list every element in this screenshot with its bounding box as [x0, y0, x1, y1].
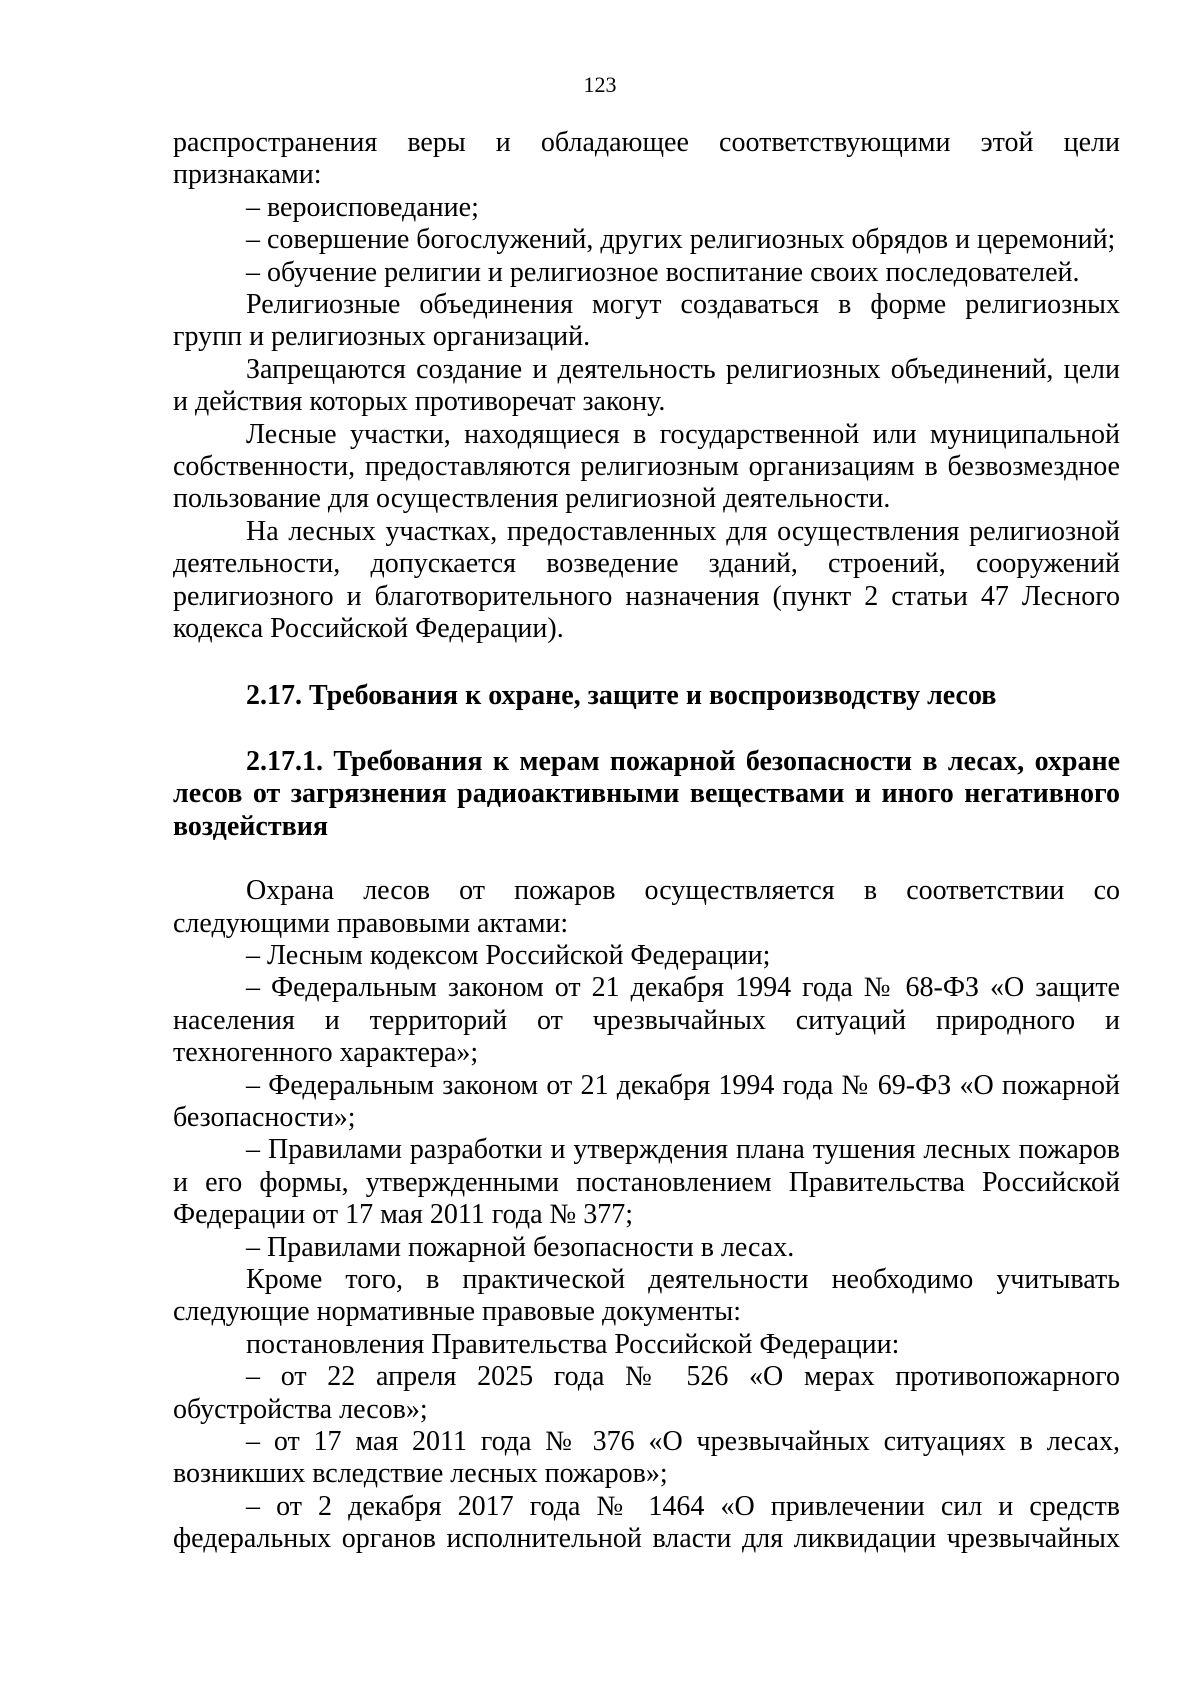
- list-item: – Правилами разработки и утверждения плана тушения лесных пожаров и его формы, утвержденными постановлением Правительства Российской Федерации от 17 мая 2011 года № 377;: [173, 1134, 1120, 1231]
- list-item: – от 2 декабря 2017 года № 1464 «О привлечении сил и средств федеральных органов исполнительной власти для ликвидации чрезвычайных: [173, 1490, 1120, 1555]
- list-item: – от 22 апреля 2025 года № 526 «О мерах противопожарного обустройства лесов»;: [173, 1361, 1120, 1425]
- page-number: 123: [583, 72, 617, 97]
- list-item: – Правилами пожарной безопасности в лесах.: [246, 1231, 795, 1263]
- list-item: – вероисповедание;: [246, 191, 479, 223]
- list-item: – Федеральным законом от 21 декабря 1994 года № 69-ФЗ «О пожарной безопасности»;: [173, 1069, 1120, 1133]
- section-heading: 2.17. Требования к охране, защите и воспроизводству лесов: [246, 679, 997, 711]
- list-item: – Федеральным законом от 21 декабря 1994 года № 68-ФЗ «О защите населения и территорий от чрезвычайных ситуаций природного и техногенного характера»;: [173, 972, 1120, 1069]
- paragraph: постановления Правительства Российской Федерации:: [246, 1328, 900, 1360]
- paragraph: Запрещаются создание и деятельность религиозных объединений, цели и действия которых противоречат закону.: [173, 353, 1120, 418]
- list-item: – совершение богослужений, других религиозных обрядов и церемоний;: [246, 224, 1116, 256]
- paragraph-continuation: распространения веры и обладающее соответствующими этой цели признаками:: [173, 127, 1120, 191]
- paragraph: Религиозные объединения могут создаваться в форме религиозных групп и религиозных организаций.: [173, 289, 1120, 353]
- list-item: – Лесным кодексом Российской Федерации;: [246, 939, 771, 971]
- paragraph: На лесных участках, предоставленных для осуществления религиозной деятельности, допускается возведение зданий, строений, сооружений религиозного и благотворительного назначения (пункт 2 статьи 47 Лесного кодекса Российской Федерации).: [173, 515, 1120, 645]
- paragraph: Охрана лесов от пожаров осуществляется в соответствии со следующими правовыми актами:: [173, 875, 1120, 939]
- list-item: – обучение религии и религиозное воспитание своих последователей.: [246, 256, 1080, 288]
- paragraph: Кроме того, в практической деятельности необходимо учитывать следующие нормативные правовые документы:: [173, 1264, 1120, 1328]
- document-body: [173, 127, 1120, 1556]
- subsection-heading: 2.17.1. Требования к мерам пожарной безопасности в лесах, охране лесов от загрязнения радиоактивными веществами и иного негативного воздействия: [173, 745, 1120, 842]
- paragraph: Лесные участки, находящиеся в государственной или муниципальной собственности, предоставляются религиозным организациям в безвозмездное пользование для осуществления религиозной деятельности.: [173, 418, 1120, 515]
- list-item: – от 17 мая 2011 года № 376 «О чрезвычайных ситуациях в лесах, возникших вследствие лесных пожаров»;: [173, 1426, 1120, 1490]
